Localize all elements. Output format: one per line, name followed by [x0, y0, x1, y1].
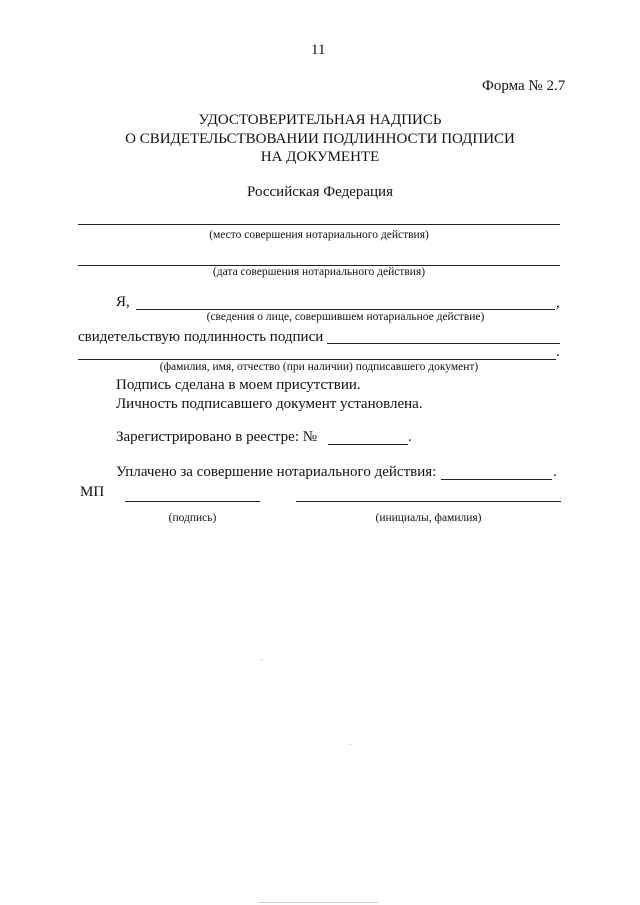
- signer-line: [78, 359, 556, 360]
- notary-line-comma: ,: [556, 295, 560, 311]
- initials-caption: (инициалы, фамилия): [375, 512, 482, 524]
- paid-text: Уплачено за совершение нотариального действия:: [116, 464, 437, 480]
- signed-text: Подпись сделана в моем присутствии.: [116, 377, 361, 393]
- register-number-line: [328, 444, 408, 445]
- i-label: Я,: [116, 294, 130, 310]
- place-caption: (место совершения нотариального действия): [209, 229, 429, 241]
- certify-text: свидетельствую подлинность подписи: [78, 329, 324, 345]
- scan-speck: [350, 744, 351, 745]
- notary-line: [136, 309, 555, 310]
- page-number: 11: [311, 42, 326, 58]
- title-line-1: УДОСТОВЕРИТЕЛЬНАЯ НАДПИСЬ: [198, 112, 442, 128]
- title-line-2: О СВИДЕТЕЛЬСТВОВАНИИ ПОДЛИННОСТИ ПОДПИСИ: [125, 131, 515, 147]
- seal-label: МП: [80, 484, 105, 500]
- country-name: Российская Федерация: [247, 184, 393, 200]
- signer-caption: (фамилия, имя, отчество (при наличии) подписавшего документ): [159, 361, 479, 373]
- scan-speck: [261, 659, 262, 660]
- paid-amount-line: [441, 479, 552, 480]
- signer-line-period: .: [556, 344, 560, 360]
- registered-end: .: [408, 429, 412, 445]
- paid-end: .: [553, 464, 557, 480]
- initials-line: [296, 501, 561, 502]
- scan-edge-mark: [258, 902, 378, 903]
- signature-line: [125, 501, 260, 502]
- date-caption: (дата совершения нотариального действия): [212, 266, 426, 278]
- title-line-3: НА ДОКУМЕНТЕ: [260, 149, 380, 165]
- signature-caption: (подпись): [168, 512, 217, 524]
- identity-text: Личность подписавшего документ установлена.: [116, 396, 423, 412]
- form-number: Форма № 2.7: [482, 78, 566, 94]
- certify-line: [327, 343, 560, 344]
- place-line: [78, 224, 560, 225]
- notary-caption: (сведения о лице, совершившем нотариальное действие): [206, 311, 485, 323]
- registered-text: Зарегистрировано в реестре: №: [116, 429, 318, 445]
